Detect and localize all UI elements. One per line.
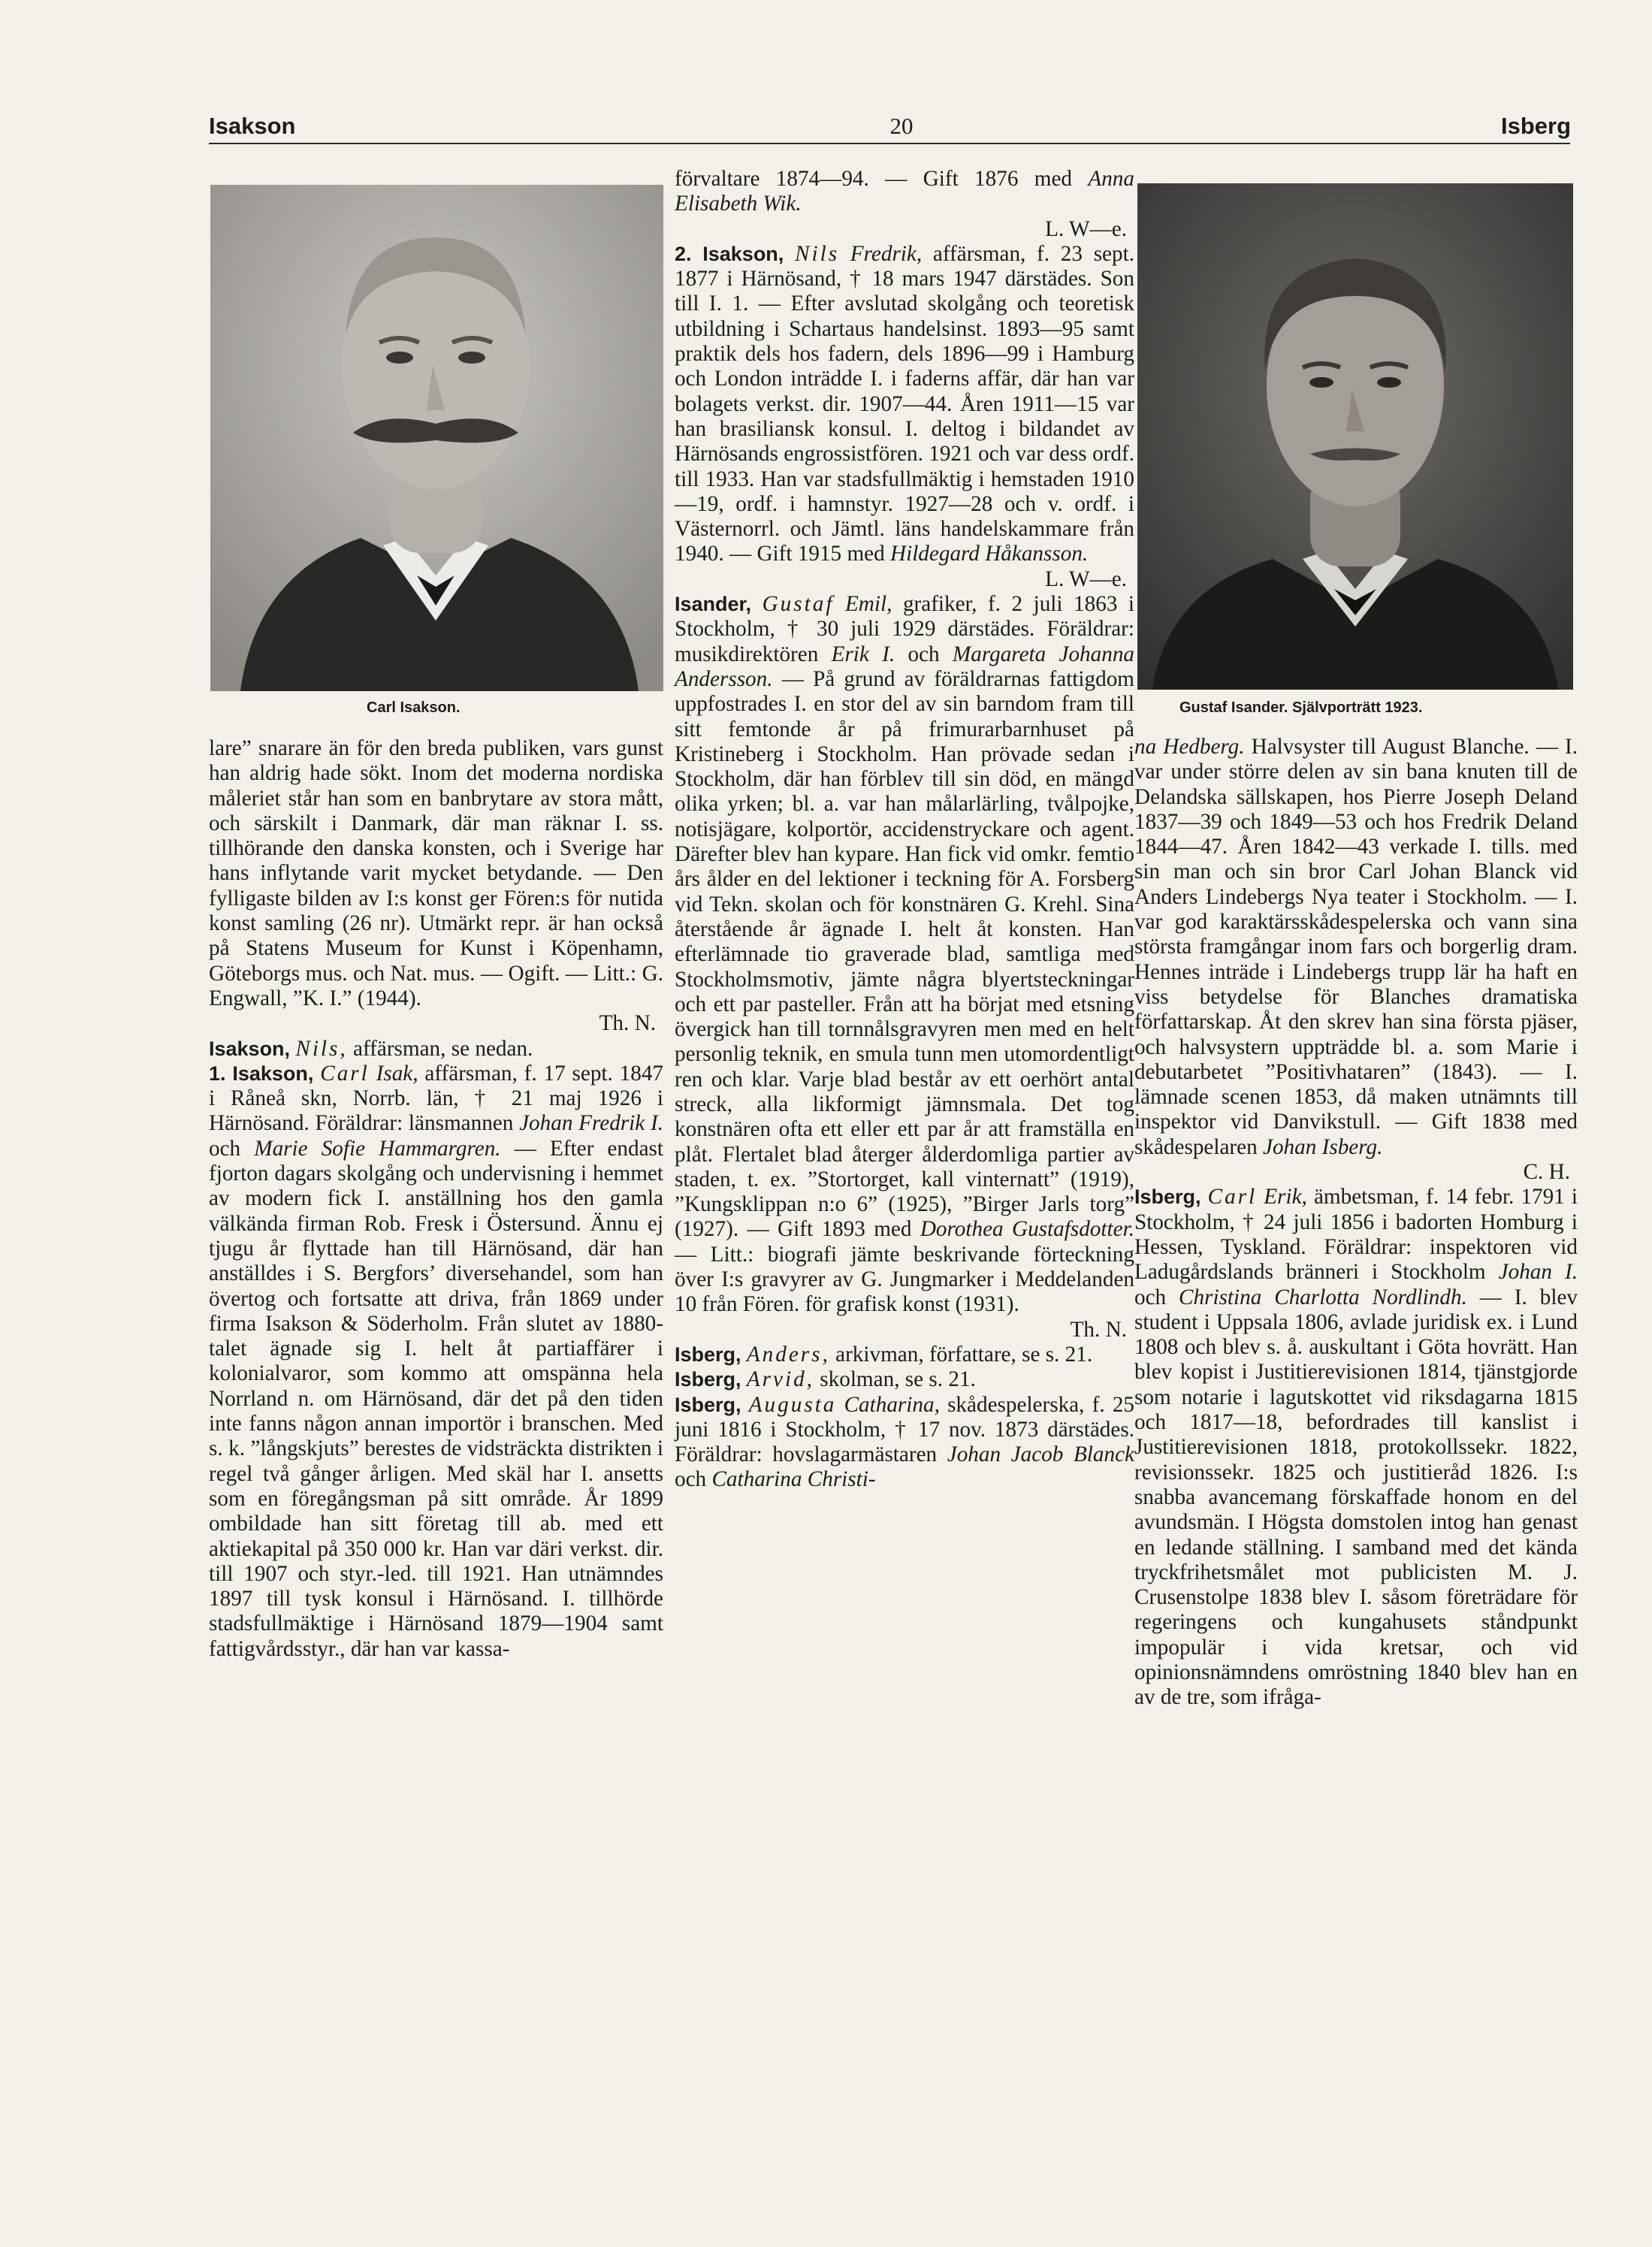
text-run: affärsman, se nedan. <box>353 1036 533 1061</box>
entry-nils-fredrik-isakson <box>675 242 1134 592</box>
entry-head: Isakson, <box>209 1037 291 1060</box>
entry-carl-erik-isberg <box>1134 1185 1578 1710</box>
entry-number: 2. <box>675 242 692 265</box>
entry-carl-isak-isakson <box>209 1062 663 1662</box>
spouse-name: Hildegard Håkansson. <box>890 542 1089 566</box>
entry-head: Isberg, <box>675 1393 741 1416</box>
text-run: affärsman, f. 17 sept. 1847 i Råneå skn, Norrb. län, † 21 maj 1926 i Härnösand. Föräldrar: länsmannen <box>209 1061 664 1136</box>
text-run: — I. blev student i Uppsala 1806, avlade juridisk ex. i Lund 1808 och blev s. å. auskultant i Göta hovrätt. Han blev kopist i Justitierevisionen 1814, tjänstgjorde som notarie i lagutskottet vid riksdagarna 1815 och 1817—18, befordrades till kanslist i Justitierevisionen 1818, protokollssekr. 1822, revisionssekr. 1825 och justitieråd 1826. I:s snabba avancemang förskaffade honom en del avundsmän. I Högsta domstolen intog han genast en ledande ställning. I samband med det kända tryckfrihetsmålet mot publicisten M. J. Crusenstolpe 1838 blev I. såsom företrädare för regeringens och kungahusets ståndpunkt impopulär i vida kretsar, och vid opinionsnämndens omröstning 1840 blev han en av de tre, som ifråga- <box>1134 1285 1578 1710</box>
entry-name: Arvid, <box>746 1367 814 1392</box>
entry-number: 1. <box>209 1062 226 1085</box>
entry-arvid-isberg-ref <box>675 1367 1134 1392</box>
entry-head: Isander, <box>675 593 752 616</box>
entry-name-second: Erik, <box>1264 1185 1307 1210</box>
entry-head: Isberg, <box>675 1342 741 1366</box>
portrait-gustaf-isander <box>1137 183 1573 690</box>
page-number: 20 <box>889 113 914 139</box>
entry-name-second: Fredrik, <box>850 241 923 266</box>
paragraph <box>209 736 663 1037</box>
entry-name: Nils <box>795 241 840 266</box>
entry-name: Gustaf <box>762 592 835 617</box>
parent-name: Marie Sofie Hammargren. <box>254 1136 501 1161</box>
text-run: — På grund av föräldrarnas fattigdom uppfostrades I. en stor del av sin barndom fram till sitt femtonde år på frimurarbarnhuset på Kristineberg i Stockholm. Han prövade sedan i Stockholm, där han förblev till sin död, en mängd olika yrken; bl. a. var han målarlärling, tvålpojke, notisjägare, kolportör, accidenstryckare och agent. Därefter blev han kypare. Han fick vid omkr. femtio års ålder en del lektioner i teckning för A. Forsberg vid Tekn. skolan och för konstnären G. Krehl. Sina återstående år ägnade I. helt åt konsten. Han efterlämnade tio graverade blad, samtliga med Stockholmsmotiv, jämte några blyertsteckningar och ett par pasteller. Från att ha börjat med etsning övergick han till tornnålsgravyren men med en helt personlig teknik, en smula tunn men utomordentligt ren och klar. Varje blad består av ett oerhört antal streck, alla likformigt jämnsmala. Det tog konstnären ofta ett eller ett par år att framställa en plåt. Flertalet blad återger ålderdomliga partier av staden, t. ex. ”Stortorget, kall vinternatt” (1919), ”Kungsklippan n:o 6” (1925), ”Birger Jarls torg” (1927). — Gift 1893 med <box>675 666 1135 1242</box>
entry-augusta-catharina-isberg <box>675 1393 1134 1493</box>
entry-head: Isakson, <box>232 1062 314 1085</box>
entry-name-second: Catharina, <box>844 1392 940 1417</box>
spouse-name: Dorothea Gustafsdotter. <box>920 1217 1134 1242</box>
column-middle <box>675 167 1134 1493</box>
text-run: — Efter endast fjorton dagars skolgång och undervisning i hemmet av modern fick I. anställning hos den gamla välkända firman Rob. Fresk i Östersund. Ännu ej tjugu år flyttade han till Härnösand, där han anställdes i S. Bergfors’ diversehandel, som han övertog och fortsatte att driva, från 1869 under firma Isakson & Söderholm. Från slutet av 1880-talet ägnade sig I. helt åt partiaffärer i kolonialvaror, som kommo att omspänna hela Norrland n. om Härnösand, där det på den tiden inte fanns någon annan importör i branschen. Med s. k. ”långskjuts” berestes de vidsträckta distrikten i regel två gånger årligen. Med skäl har I. ansetts som en föregångsman på sitt område. År 1899 ombildade han sitt företag till ab. med ett aktiekapital på 350 000 kr. Han var däri verkst. dir. till 1907 och styr.-led. till 1921. Han utnämndes 1897 till tysk konsul i Härnösand. I. tillhörde stadsfullmäktige i Härnösand 1879—1904 samt fattigvårdsstyr., där han var kassa- <box>209 1136 664 1661</box>
entry-name: Augusta <box>748 1392 837 1417</box>
entry-gustaf-emil-isander <box>675 592 1134 1342</box>
caption-left: Carl Isakson. <box>367 699 461 716</box>
text-run: grafiker, f. 2 juli 1863 i Stockholm, † 30 juli 1929 därstädes. Föräldrar: musikdirektören <box>675 592 1135 666</box>
header-rule <box>209 143 1570 144</box>
entry-anders-isberg-ref <box>675 1342 1134 1367</box>
column-right <box>1134 735 1578 1711</box>
spouse-name: Johan Isberg. <box>1263 1134 1383 1159</box>
text-run: skådespelerska, f. 25 juni 1816 i Stockholm, † 17 nov. 1873 därstädes. Föräldrar: hovslagarmästaren <box>675 1392 1135 1467</box>
running-head-left: Isakson <box>209 113 296 139</box>
parent-name: Johan I. <box>1498 1260 1578 1285</box>
text-run: arkivman, författare, se s. 21. <box>835 1342 1093 1367</box>
column-left <box>209 736 663 1662</box>
text-run: ämbetsman, f. 14 febr. 1791 i Stockholm, † 24 juli 1856 i badorten Homburg i Hessen, Tyskland. Föräldrar: inspektoren vid Ladugårdslands bränneri i Stockholm <box>1134 1185 1578 1285</box>
text-run: och <box>209 1136 241 1161</box>
paragraph <box>1134 735 1578 1185</box>
running-head-right: Isberg <box>1500 113 1571 139</box>
entry-name-second: Emil, <box>844 592 892 617</box>
parent-name: Erik I. <box>831 642 895 666</box>
entry-head: Isakson, <box>702 242 784 265</box>
entry-name-second: Isak, <box>376 1061 418 1086</box>
entry-head: Isberg, <box>675 1368 741 1391</box>
signature: L. W—e. <box>1045 216 1127 241</box>
entry-name: Anders, <box>746 1342 830 1367</box>
portrait-carl-isakson <box>210 185 663 691</box>
parent-name: Margareta Johanna Andersson. <box>675 642 1135 691</box>
signature: Th. N. <box>1070 1317 1127 1342</box>
parent-name: Christina Charlotta Nordlindh. <box>1179 1285 1467 1309</box>
entry-name: Carl <box>1207 1185 1258 1210</box>
spouse-name: Anna Elisabeth Wik. <box>675 167 1134 216</box>
text-run: lare” snarare än för den breda publiken, vars gunst han aldrig hade sökt. Inom det moderna nordiska måleriet står han som en banbrytare av stora mått, och särskilt i Danmark, där man räknar I. ss. tillhörande den danska konsten, och i Sverige har hans inflytande varit mycket betydande. — Den fylligaste bilden av I:s konst ger Fören:s för nutida konst samling (26 nr). Utmärkt repr. är han också på Statens Museum for Kunst i Köpenhamn, Göteborgs mus. och Nat. mus. — Ogift. — Litt.: G. Engwall, ”K. I.” (1944). <box>209 736 663 1010</box>
text-run: Halvsyster till August Blanche. — I. var under större delen av sin bana knuten till de Delandska sällskapen, hos Pierre Joseph Deland 1837—39 och 1849—53 och hos Fredrik Deland 1844—47. Åren 1842—43 verkade I. tills. med sin man och sin bror Carl Johan Blanck vid Anders Lindebergs Nya teater i Stockholm. — I. var god karaktärsskådespelerska och vann sina största framgångar inom fars och borgerlig dram. Hennes inträde i Lindebergs trupp lär ha haft en viss betydelse för Blanches dramatiska författarskap. Åt den skrev han sina första pjäser, och halvsystern uppträdde bl. a. som Marie i debutarbetet ”Positivhataren” (1843). — I. lämnade scenen 1853, då maken utnämnts till inspektor vid Danvikstull. — Gift 1838 med skådespelaren <box>1134 735 1578 1159</box>
entry-nils-isakson-ref <box>209 1037 663 1062</box>
text-run: och <box>675 1467 707 1492</box>
text-run: förvaltare 1874—94. — Gift 1876 med <box>675 167 1073 191</box>
parent-name: na Hedberg. <box>1134 735 1245 759</box>
parent-name: Catharina Christi- <box>711 1467 876 1492</box>
text-run: affärsman, f. 23 sept. 1877 i Härnösand, † 18 mars 1947 därstädes. Son till I. 1. — Efter avslutad skolgång och teoretisk utbildning i Schartaus handelsinst. 1893—95 samt praktik dels hos fadern, dels 1896—99 i Hamburg och London inträdde I. i faderns affär, där han var bolagets verkst. dir. 1907—44. Åren 1911—15 var han brasiliansk konsul. I. deltog i bildandet av Härnösands engrossistfören. 1921 och var dess ordf. till 1933. Han var stadsfullmäktig i hemstaden 1910—19, ordf. i hamnstyr. 1927—28 och v. ordf. i Västernorrl. och Jämtl. läns handelskammare från 1940. — Gift 1915 med <box>675 241 1135 566</box>
text-run: och <box>908 642 940 666</box>
signature: C. H. <box>1523 1160 1570 1185</box>
paragraph <box>675 167 1134 242</box>
parent-name: Johan Fredrik I. <box>519 1111 664 1136</box>
signature: Th. N. <box>599 1011 656 1036</box>
entry-head: Isberg, <box>1134 1185 1201 1209</box>
parent-name: Johan Jacob Blanck <box>947 1442 1135 1467</box>
text-run: — Litt.: biografi jämte beskrivande förteckning över I:s gravyrer av G. Jungmarker i Meddelanden 10 från Fören. för grafisk konst (1931). <box>675 1242 1134 1317</box>
signature: L. W—e. <box>1045 566 1127 591</box>
caption-right: Gustaf Isander. Självporträtt 1923. <box>1179 699 1423 716</box>
text-run: skolman, se s. 21. <box>820 1367 976 1392</box>
entry-name: Nils, <box>295 1036 348 1061</box>
entry-name: Carl <box>320 1061 370 1086</box>
text-run: och <box>1134 1285 1167 1309</box>
